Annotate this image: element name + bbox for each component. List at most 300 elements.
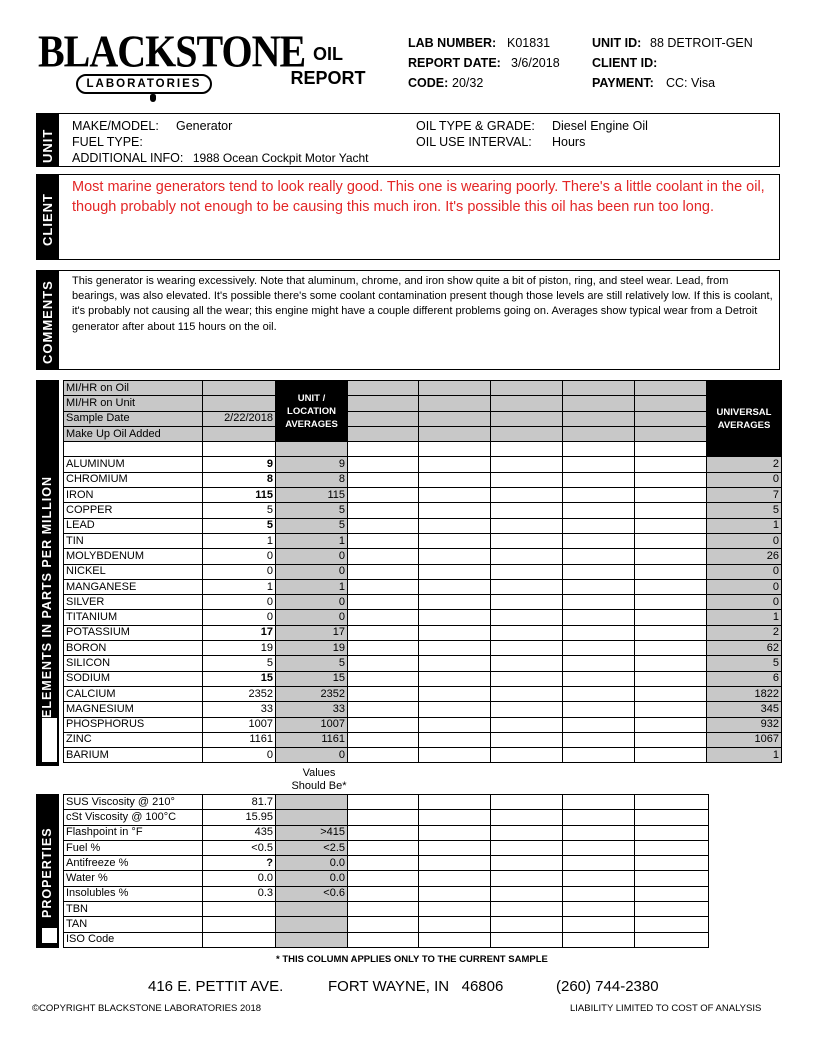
report-date: 3/6/2018	[511, 56, 560, 70]
oil-use: Hours	[552, 135, 586, 149]
empty-cell	[491, 732, 563, 747]
element-row	[64, 564, 782, 579]
footer-copyright: ©COPYRIGHT BLACKSTONE LABORATORIES 2018	[32, 1003, 262, 1014]
property-name: Water %	[64, 871, 203, 886]
empty-cell	[348, 840, 419, 855]
element-name: LEAD	[64, 518, 203, 533]
element-value: 1007	[203, 717, 276, 732]
empty-cell	[635, 656, 707, 671]
property-should-be	[276, 932, 348, 947]
empty-cell	[348, 825, 419, 840]
code: 20/32	[452, 76, 484, 90]
empty-cell	[419, 533, 491, 548]
empty-cell	[491, 396, 563, 411]
element-unit-average: 17	[276, 625, 348, 640]
empty-cell	[563, 732, 635, 747]
blackstone-logo	[38, 24, 306, 106]
empty-cell	[563, 625, 635, 640]
element-unit-average: 5	[276, 503, 348, 518]
payment-row	[592, 73, 716, 93]
elements-sidebar-label: ELEMENTS IN PARTS PER MILLION	[40, 476, 54, 718]
empty-cell	[563, 917, 635, 932]
empty-cell	[635, 411, 707, 426]
empty-cell	[419, 748, 491, 763]
fuel-type-row	[72, 134, 143, 150]
property-should-be: >415	[276, 825, 348, 840]
comments-sidebar-label: COMMENTS	[40, 280, 55, 364]
make-model-row	[72, 118, 233, 134]
element-unit-average: 1007	[276, 717, 348, 732]
empty-cell	[635, 396, 707, 411]
element-unit-average: 2352	[276, 686, 348, 701]
empty-cell	[563, 717, 635, 732]
empty-cell	[563, 564, 635, 579]
element-row	[64, 457, 782, 472]
empty-cell	[491, 488, 563, 503]
empty-cell	[635, 625, 707, 640]
empty-cell	[419, 518, 491, 533]
property-name: Fuel %	[64, 840, 203, 855]
property-should-be	[276, 902, 348, 917]
empty-cell	[348, 625, 419, 640]
empty-cell	[563, 411, 635, 426]
empty-cell	[419, 641, 491, 656]
empty-cell	[563, 810, 635, 825]
empty-cell	[348, 856, 419, 871]
client-sidebar-label: CLIENT	[40, 193, 55, 246]
property-should-be	[276, 917, 348, 932]
footer-phone: (260) 744-2380	[556, 978, 659, 995]
empty-cell	[348, 411, 419, 426]
empty-cell	[348, 472, 419, 487]
oil-type-label: OIL TYPE & GRADE:	[416, 119, 535, 133]
unit-sidebar	[36, 113, 59, 167]
element-row	[64, 518, 782, 533]
empty-cell	[348, 488, 419, 503]
empty-cell	[635, 641, 707, 656]
empty-cell	[64, 442, 203, 457]
empty-cell	[635, 717, 707, 732]
element-universal-average: 1	[707, 748, 782, 763]
universal-averages-header: UNIVERSAL AVERAGES	[707, 381, 782, 457]
element-value: 5	[203, 503, 276, 518]
empty-cell	[491, 564, 563, 579]
payment-label: PAYMENT:	[592, 76, 654, 90]
empty-cell	[491, 595, 563, 610]
element-row	[64, 579, 782, 594]
empty-cell	[419, 564, 491, 579]
property-row	[64, 840, 709, 855]
empty-cell	[635, 533, 707, 548]
element-name: BARIUM	[64, 748, 203, 763]
property-row	[64, 871, 709, 886]
report-title-line1: OIL	[313, 44, 343, 64]
empty-cell	[491, 457, 563, 472]
should-be-line2: Should Be*	[291, 780, 347, 792]
empty-cell	[419, 917, 491, 932]
empty-cell	[563, 533, 635, 548]
empty-cell	[563, 825, 635, 840]
element-name: BORON	[64, 641, 203, 656]
property-value: ?	[203, 856, 276, 871]
element-value: 0	[203, 748, 276, 763]
empty-cell	[563, 641, 635, 656]
empty-cell	[419, 656, 491, 671]
element-unit-average: 0	[276, 595, 348, 610]
element-universal-average: 345	[707, 702, 782, 717]
element-universal-average: 5	[707, 656, 782, 671]
element-universal-average: 0	[707, 564, 782, 579]
element-name: MANGANESE	[64, 579, 203, 594]
element-row	[64, 686, 782, 701]
empty-cell	[635, 702, 707, 717]
make-model-label: MAKE/MODEL:	[72, 119, 159, 133]
element-value: 0	[203, 549, 276, 564]
property-name: cSt Viscosity @ 100°C	[64, 810, 203, 825]
empty-cell	[635, 549, 707, 564]
element-name: CALCIUM	[64, 686, 203, 701]
empty-cell	[491, 533, 563, 548]
empty-cell	[419, 886, 491, 901]
empty-cell	[635, 518, 707, 533]
element-universal-average: 7	[707, 488, 782, 503]
code-label: CODE:	[408, 76, 449, 90]
empty-cell	[348, 748, 419, 763]
empty-cell	[563, 871, 635, 886]
property-should-be	[276, 795, 348, 810]
empty-cell	[348, 381, 419, 396]
properties-sidebar-label: PROPERTIES	[40, 827, 54, 918]
empty-cell	[563, 795, 635, 810]
unit-id-row	[592, 33, 753, 53]
element-universal-average: 2	[707, 457, 782, 472]
element-unit-average: 115	[276, 488, 348, 503]
empty-cell	[348, 795, 419, 810]
element-row	[64, 748, 782, 763]
property-value: 435	[203, 825, 276, 840]
empty-cell	[635, 871, 709, 886]
empty-cell	[203, 442, 276, 457]
element-unit-average: 0	[276, 564, 348, 579]
property-should-be	[276, 810, 348, 825]
empty-cell	[491, 411, 563, 426]
empty-cell	[635, 825, 709, 840]
empty-cell	[491, 381, 563, 396]
code-row	[408, 73, 484, 93]
spacer-row	[64, 442, 782, 457]
element-unit-average: 0	[276, 610, 348, 625]
empty-cell	[635, 795, 709, 810]
empty-cell	[419, 411, 491, 426]
client-id-row	[592, 53, 657, 73]
empty-cell	[419, 381, 491, 396]
element-row	[64, 472, 782, 487]
unit-sidebar-label: UNIT	[40, 128, 55, 163]
property-value	[203, 902, 276, 917]
comments-sidebar	[36, 270, 59, 370]
empty-cell	[419, 426, 491, 441]
property-name: TAN	[64, 917, 203, 932]
properties-sidebar	[36, 794, 59, 948]
empty-cell	[635, 472, 707, 487]
empty-cell	[563, 381, 635, 396]
element-name: SODIUM	[64, 671, 203, 686]
unit-averages-header: UNIT / LOCATION AVERAGES	[276, 381, 348, 442]
empty-cell	[635, 426, 707, 441]
empty-cell	[419, 549, 491, 564]
empty-cell	[419, 825, 491, 840]
empty-cell	[635, 686, 707, 701]
empty-cell	[491, 902, 563, 917]
empty-cell	[348, 702, 419, 717]
property-name: SUS Viscosity @ 210°	[64, 795, 203, 810]
empty-cell	[563, 396, 635, 411]
element-row	[64, 732, 782, 747]
empty-cell	[635, 595, 707, 610]
element-row	[64, 488, 782, 503]
empty-cell	[635, 840, 709, 855]
empty-cell	[491, 717, 563, 732]
report-title-line2: REPORT	[290, 68, 366, 88]
element-value: 19	[203, 641, 276, 656]
report-date-row	[408, 53, 560, 73]
empty-cell	[419, 840, 491, 855]
empty-cell	[491, 518, 563, 533]
unit-id-label: UNIT ID:	[592, 36, 642, 50]
report-title	[276, 42, 380, 90]
property-value: 0.0	[203, 871, 276, 886]
element-value: 1	[203, 533, 276, 548]
empty-cell	[348, 732, 419, 747]
empty-cell	[419, 472, 491, 487]
empty-cell	[491, 886, 563, 901]
element-row	[64, 671, 782, 686]
element-row	[64, 656, 782, 671]
element-name: CHROMIUM	[64, 472, 203, 487]
elements-sidebar-block	[42, 718, 57, 762]
empty-cell	[419, 717, 491, 732]
oil-use-row	[416, 134, 586, 150]
empty-cell	[419, 810, 491, 825]
empty-cell	[491, 610, 563, 625]
empty-cell	[348, 442, 419, 457]
property-name: Flashpoint in °F	[64, 825, 203, 840]
empty-cell	[563, 856, 635, 871]
element-value: 1161	[203, 732, 276, 747]
lab-number-label: LAB NUMBER:	[408, 36, 497, 50]
element-value: 33	[203, 702, 276, 717]
element-unit-average: 0	[276, 549, 348, 564]
element-value: 1	[203, 579, 276, 594]
should-be-line1: Values	[302, 767, 336, 779]
empty-cell	[635, 917, 709, 932]
payment: CC: Visa	[666, 76, 716, 90]
client-id-label: CLIENT ID:	[592, 56, 658, 70]
empty-cell	[419, 671, 491, 686]
empty-cell	[348, 717, 419, 732]
property-value	[203, 917, 276, 932]
info-value	[203, 426, 276, 441]
empty-cell	[491, 503, 563, 518]
element-name: NICKEL	[64, 564, 203, 579]
element-universal-average: 0	[707, 533, 782, 548]
element-value: 5	[203, 656, 276, 671]
element-universal-average: 1067	[707, 732, 782, 747]
empty-cell	[635, 902, 709, 917]
property-should-be: <0.6	[276, 886, 348, 901]
comments-text: This generator is wearing excessively. Note that aluminum, chrome, and iron show quite a bit of piston, ring, and steel wear. Lead, from bearings, was also elevated. It's possible there's some coolant contamination present though those levels are still relatively low. If this is coolant, it's probably not causing all the wear; this engine might have a couple different problems going on. Averages show typical wear from a Detroit generator after about 115 hours on the oil.	[72, 275, 773, 333]
element-row	[64, 717, 782, 732]
empty-cell	[563, 886, 635, 901]
info-value: 2/22/2018	[203, 411, 276, 426]
logo-drop-icon	[150, 94, 156, 102]
empty-cell	[348, 641, 419, 656]
empty-cell	[635, 810, 709, 825]
fuel-type-label: FUEL TYPE:	[72, 135, 143, 149]
info-value	[203, 396, 276, 411]
property-name: Antifreeze %	[64, 856, 203, 871]
element-row	[64, 610, 782, 625]
empty-cell	[563, 671, 635, 686]
empty-cell	[491, 686, 563, 701]
empty-cell	[635, 932, 709, 947]
empty-cell	[419, 625, 491, 640]
element-value: 0	[203, 595, 276, 610]
empty-cell	[348, 932, 419, 947]
report-date-label: REPORT DATE:	[408, 56, 501, 70]
empty-cell	[635, 671, 707, 686]
empty-cell	[348, 426, 419, 441]
empty-cell	[348, 533, 419, 548]
empty-cell	[419, 442, 491, 457]
empty-cell	[276, 442, 348, 457]
empty-cell	[635, 579, 707, 594]
element-name: PHOSPHORUS	[64, 717, 203, 732]
empty-cell	[491, 748, 563, 763]
footer-address: 416 E. PETTIT AVE.	[148, 978, 284, 995]
element-unit-average: 0	[276, 748, 348, 763]
element-value: 9	[203, 457, 276, 472]
empty-cell	[563, 595, 635, 610]
empty-cell	[491, 856, 563, 871]
empty-cell	[348, 686, 419, 701]
should-be-header	[280, 767, 358, 793]
info-label: Make Up Oil Added	[64, 426, 203, 441]
element-name: SILICON	[64, 656, 203, 671]
property-value: 15.95	[203, 810, 276, 825]
element-value: 8	[203, 472, 276, 487]
empty-cell	[563, 442, 635, 457]
element-universal-average: 0	[707, 472, 782, 487]
empty-cell	[491, 625, 563, 640]
logo-main-text: BLACKSTONE	[38, 24, 306, 77]
empty-cell	[348, 917, 419, 932]
element-row	[64, 702, 782, 717]
element-row	[64, 503, 782, 518]
element-universal-average: 0	[707, 595, 782, 610]
properties-sidebar-block	[42, 928, 57, 943]
element-name: MOLYBDENUM	[64, 549, 203, 564]
element-unit-average: 5	[276, 656, 348, 671]
empty-cell	[348, 396, 419, 411]
element-value: 17	[203, 625, 276, 640]
property-row	[64, 856, 709, 871]
empty-cell	[491, 871, 563, 886]
additional-info: 1988 Ocean Cockpit Motor Yacht	[192, 151, 369, 165]
property-should-be: 0.0	[276, 871, 348, 886]
element-unit-average: 33	[276, 702, 348, 717]
empty-cell	[635, 610, 707, 625]
element-value: 5	[203, 518, 276, 533]
info-row	[64, 426, 782, 441]
empty-cell	[348, 871, 419, 886]
element-name: POTASSIUM	[64, 625, 203, 640]
properties-table	[63, 794, 709, 948]
empty-cell	[419, 579, 491, 594]
empty-cell	[491, 917, 563, 932]
empty-cell	[635, 748, 707, 763]
empty-cell	[491, 825, 563, 840]
empty-cell	[491, 442, 563, 457]
property-name: Insolubles %	[64, 886, 203, 901]
property-row	[64, 917, 709, 932]
footer-city: FORT WAYNE, IN 46806	[328, 978, 504, 995]
empty-cell	[635, 488, 707, 503]
element-universal-average: 1822	[707, 686, 782, 701]
element-unit-average: 5	[276, 518, 348, 533]
empty-cell	[419, 795, 491, 810]
oil-use-label: OIL USE INTERVAL:	[416, 135, 532, 149]
element-universal-average: 5	[707, 503, 782, 518]
empty-cell	[635, 381, 707, 396]
property-row	[64, 825, 709, 840]
additional-info-row	[72, 150, 369, 166]
empty-cell	[563, 656, 635, 671]
element-value: 2352	[203, 686, 276, 701]
empty-cell	[563, 549, 635, 564]
empty-cell	[635, 564, 707, 579]
element-universal-average: 2	[707, 625, 782, 640]
empty-cell	[635, 856, 709, 871]
property-row	[64, 795, 709, 810]
empty-cell	[348, 810, 419, 825]
client-message: Most marine generators tend to look really good. This one is wearing poorly. There's a little coolant in the oil, though probably not enough to be causing this much iron. It's possible this oil has been run too long.	[72, 179, 765, 215]
empty-cell	[491, 472, 563, 487]
empty-cell	[635, 442, 707, 457]
empty-cell	[491, 840, 563, 855]
empty-cell	[419, 503, 491, 518]
element-universal-average: 0	[707, 579, 782, 594]
empty-cell	[491, 795, 563, 810]
property-value: 0.3	[203, 886, 276, 901]
element-name: ALUMINUM	[64, 457, 203, 472]
column-note: * THIS COLUMN APPLIES ONLY TO THE CURRENT SAMPLE	[276, 954, 548, 965]
element-value: 0	[203, 564, 276, 579]
element-unit-average: 1161	[276, 732, 348, 747]
info-row	[64, 411, 782, 426]
empty-cell	[348, 610, 419, 625]
additional-info-label: ADDITIONAL INFO:	[72, 151, 184, 165]
element-universal-average: 26	[707, 549, 782, 564]
empty-cell	[491, 810, 563, 825]
property-name: TBN	[64, 902, 203, 917]
info-row	[64, 396, 782, 411]
element-value: 115	[203, 488, 276, 503]
property-row	[64, 810, 709, 825]
element-value: 0	[203, 610, 276, 625]
empty-cell	[563, 840, 635, 855]
element-universal-average: 1	[707, 518, 782, 533]
